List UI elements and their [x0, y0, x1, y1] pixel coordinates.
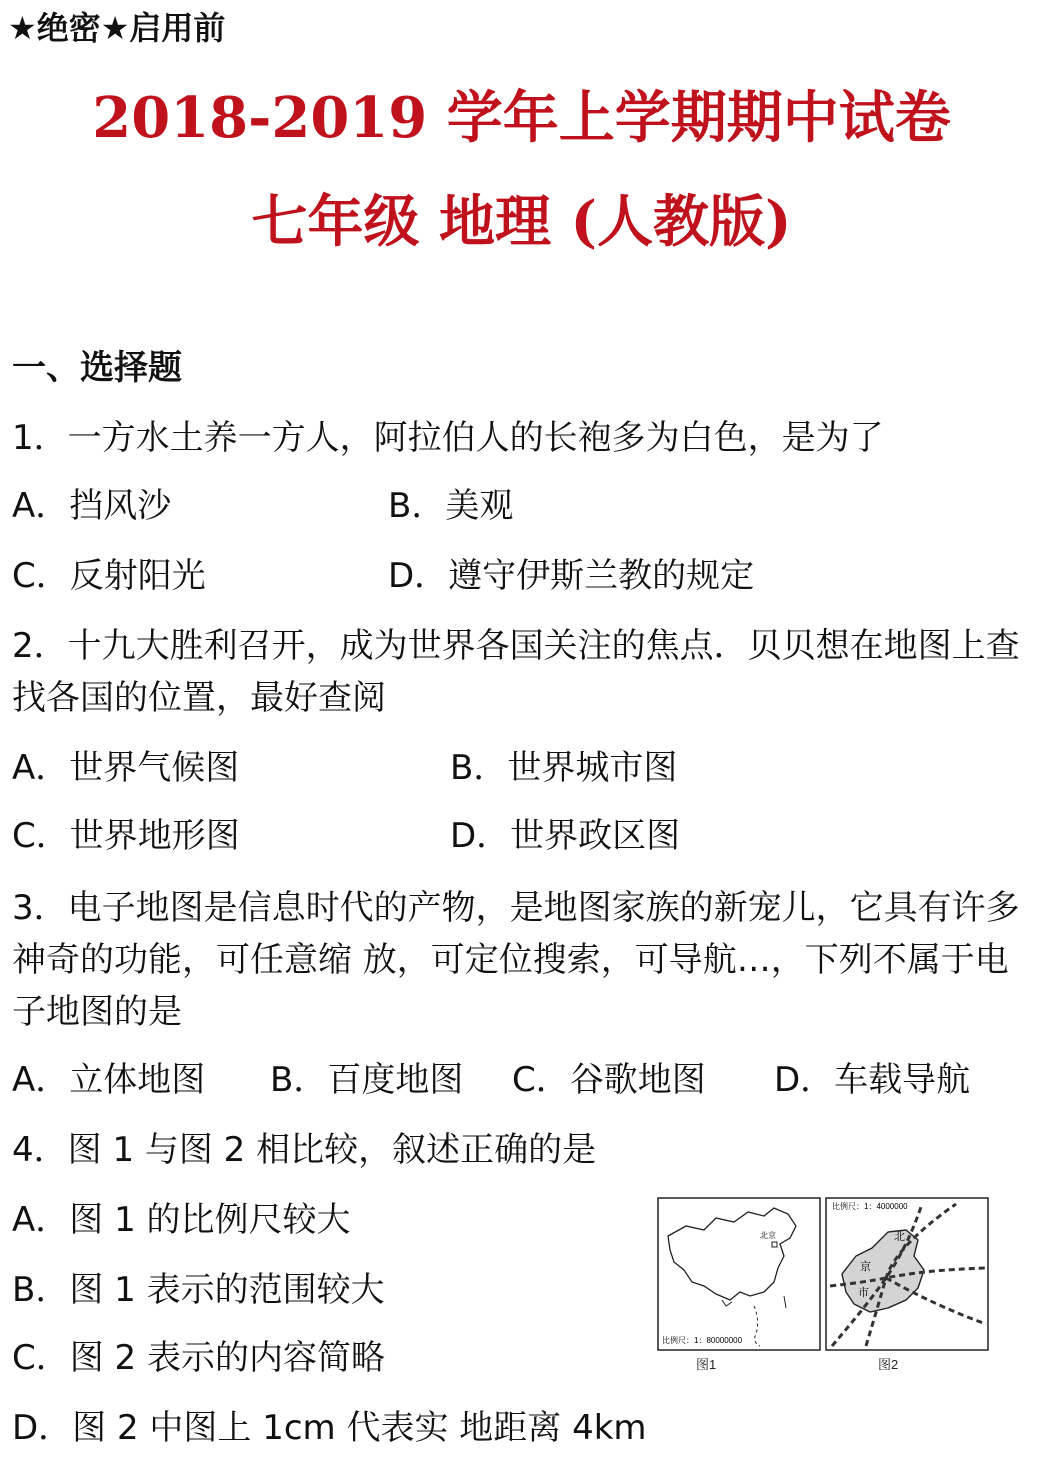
exam-title: 2018-2019 学年上学期期中试卷: [92, 85, 951, 151]
question-1-option-d: D．遵守伊斯兰教的规定: [388, 556, 755, 596]
figure-1-caption: 图1: [696, 1357, 717, 1372]
question-2-option-b: B．世界城市图: [450, 748, 678, 788]
question-1-option-b: B．美观: [388, 486, 514, 526]
map-2-label-1: 北: [894, 1231, 905, 1243]
question-3-option-d: D．车载导航: [774, 1060, 971, 1100]
question-2-option-c: C．世界地形图: [12, 816, 240, 856]
map-2-label-2: 京: [860, 1261, 871, 1273]
map-figure-drawing: [656, 1196, 991, 1376]
section-title: 一、选择题: [12, 348, 182, 388]
question-4-option-d: D．图 2 中图上 1cm 代表实 地距离 4km: [12, 1408, 647, 1448]
exam-subtitle: 七年级 地理 (人教版): [251, 189, 792, 255]
map-1-frame: [658, 1198, 820, 1350]
question-1-stem: 1．一方水土养一方人，阿拉伯人的长袍多为白色，是为了: [12, 418, 884, 458]
confidential-label: ★绝密★启用前: [8, 9, 226, 47]
question-4-option-b: B．图 1 表示的范围较大: [12, 1270, 385, 1310]
question-4-stem: 4．图 1 与图 2 相比较，叙述正确的是: [12, 1130, 597, 1170]
question-2-option-a: A．世界气候图: [12, 748, 240, 788]
question-3-option-b: B．百度地图: [270, 1060, 464, 1100]
question-1-option-a: A．挡风沙: [12, 486, 172, 526]
question-3-option-c: C．谷歌地图: [512, 1060, 706, 1100]
figure-2-caption: 图2: [878, 1357, 899, 1372]
question-2-stem: 2．十九大胜利召开，成为世界各国关注的焦点．贝贝想在地图上查找各国的位置，最好查阅: [12, 626, 1020, 718]
map-1-scale: 比例尺：1：80000000: [662, 1336, 743, 1345]
question-3-option-a: A．立体地图: [12, 1060, 206, 1100]
map-2-scale: 比例尺：1：4000000: [832, 1202, 908, 1211]
question-4-option-c: C．图 2 表示的内容简略: [12, 1338, 385, 1378]
map-figure: [656, 1196, 991, 1380]
question-3-stem: 3．电子地图是信息时代的产物，是地图家族的新宠儿，它具有许多神奇的功能，可任意缩 放，可定位搜索，可导航…，下列不属于电子地图的是: [12, 888, 1020, 1032]
question-1-option-c: C．反射阳光: [12, 556, 206, 596]
beijing-label: 北京: [760, 1231, 776, 1240]
question-2-option-d: D．世界政区图: [450, 816, 681, 856]
map-2-label-3: 市: [858, 1287, 869, 1299]
question-4-option-a: A．图 1 的比例尺较大: [12, 1200, 351, 1240]
